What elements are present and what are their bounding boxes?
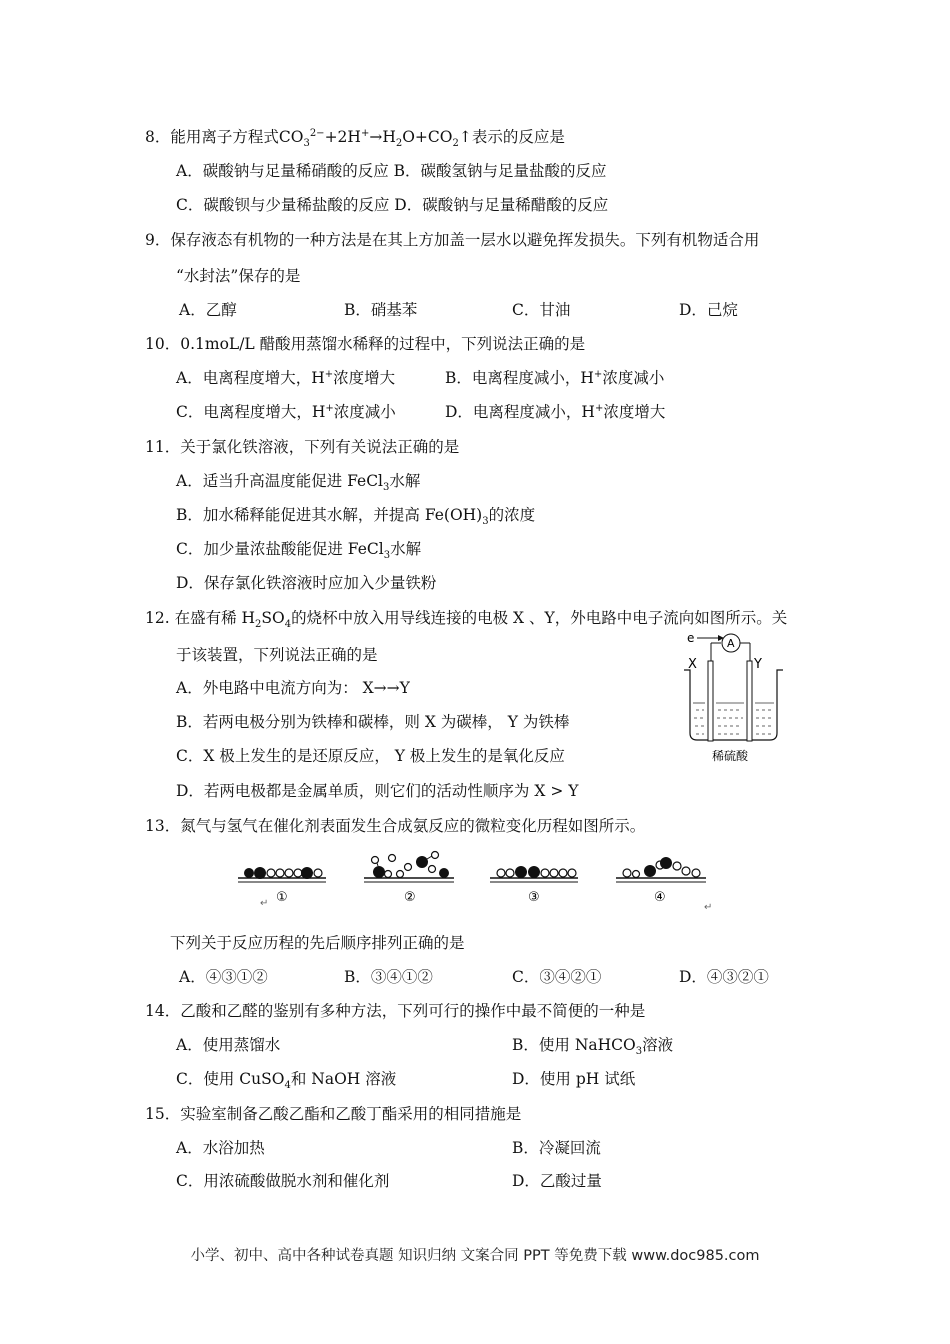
q13-stem: 13．氮气与氢气在催化剂表面发生合成氨反应的微粒变化历程如图所示。: [145, 817, 646, 835]
q12-beaker-figure: [678, 630, 808, 763]
q15-stem: 15．实验室制备乙酸乙酯和乙酸丁酯采用的相同措施是: [145, 1105, 522, 1123]
q12-option-b: B．若两电极分别为铁棒和碳棒，则 X 为碳棒， Y 为铁棒: [176, 713, 570, 731]
q11-option-d: D．保存氯化铁溶液时应加入少量铁粉: [176, 574, 437, 592]
q9-option-c: C．甘油: [512, 301, 571, 319]
q15-option-a: A．水浴加热: [176, 1139, 265, 1157]
panel-4-label: ④: [654, 890, 666, 905]
q11-stem: 11．关于氯化铁溶液，下列有关说法正确的是: [145, 438, 460, 456]
q14-option-b: B．使用 NaHCO$_3$溶液: [512, 1036, 674, 1058]
q10-option-a: A．电离程度增大，H+浓度增大: [176, 368, 396, 387]
q13-option-d: D．④③②①: [679, 968, 769, 986]
q14-option-a: A．使用蒸馏水: [176, 1036, 281, 1054]
q14-stem: 14．乙酸和乙醛的鉴别有多种方法，下列可行的操作中最不简便的一种是: [145, 1002, 646, 1020]
q8-stem: 8．能用离子方程式$CO_3^{2-}+2H^+\to H_2O+CO_2↑$表示的反应是: [145, 127, 565, 150]
panel-2: [364, 852, 454, 906]
q11-option-c: C．加少量浓盐酸能促进 FeCl$_3$水解: [176, 540, 422, 562]
q10-option-b: B．电离程度减小，H+浓度减小: [445, 368, 665, 387]
q9-stem-line2: “水封法”保存的是: [176, 267, 301, 285]
electrode-x-label: X: [688, 657, 697, 672]
q12-stem-line2: 于该装置，下列说法正确的是: [176, 646, 378, 664]
q13-option-c: C．③④②①: [512, 968, 602, 986]
q12-option-a: A．外电路中电流方向为： X→→Y: [176, 679, 410, 697]
q15-option-b: B．冷凝回流: [512, 1139, 601, 1157]
electrode-y: [747, 661, 752, 741]
q9-option-a: A．乙醇: [179, 301, 237, 319]
panel-2-label: ②: [404, 890, 416, 905]
q10-option-c: C．电离程度增大，H+浓度减小: [176, 402, 396, 421]
electrode-x: [708, 661, 713, 741]
panel-3: [490, 866, 578, 905]
beaker-caption: 稀硫酸: [712, 749, 749, 763]
q8-options-cd: C．碳酸钡与少量稀盐酸的反应 D．碳酸钠与足量稀醋酸的反应: [176, 196, 609, 214]
ammeter-label: A: [727, 637, 735, 650]
q12-option-d: D．若两电极都是金属单质，则它们的活动性顺序为 X > Y: [176, 782, 579, 800]
svg-text:↵: ↵: [704, 902, 713, 913]
q8-options-ab: A．碳酸钠与足量稀硝酸的反应 B．碳酸氢钠与足量盐酸的反应: [176, 162, 607, 180]
q14-option-c: C．使用 CuSO$_4$和 NaOH 溶液: [176, 1070, 397, 1092]
q10-stem: 10．0.1moL/L 醋酸用蒸馏水稀释的过程中，下列说法正确的是: [145, 335, 586, 353]
q12-option-c: C．X 极上发生的是还原反应， Y 极上发生的是氧化反应: [176, 747, 565, 765]
panel-3-label: ③: [528, 890, 540, 905]
electrode-y-label: Y: [754, 657, 762, 672]
q14-option-d: D．使用 pH 试纸: [512, 1070, 636, 1088]
q10-option-d: D．电离程度减小，H+浓度增大: [445, 402, 666, 421]
q11-option-b: B．加水稀释能促进其水解，并提高 $Fe(OH)_3$的浓度: [176, 506, 536, 528]
q15-option-d: D．乙酸过量: [512, 1172, 602, 1190]
q12-stem-line1: 12. 在盛有稀 $H_2SO_4$的烧杯中放入用导线连接的电极 X 、Y，外电路中电子流向如图所示。关: [145, 609, 788, 631]
beaker-outline: [684, 670, 783, 740]
panel-1-label: ①: [276, 890, 288, 905]
q13-option-b: B．③④①②: [344, 968, 433, 986]
page-footer: 小学、初中、高中各种试卷真题 知识归纳 文案合同 PPT 等免费下载 www.doc985.com: [190, 1248, 760, 1264]
q13-sub-stem: 下列关于反应历程的先后顺序排列正确的是: [170, 934, 465, 952]
solution-lines: [693, 703, 774, 734]
q15-option-c: C．用浓硫酸做脱水剂和催化剂: [176, 1172, 390, 1190]
q9-option-b: B．硝基苯: [344, 301, 418, 319]
q11-option-a: A．适当升高温度能促进 FeCl$_3$水解: [176, 472, 421, 494]
panel-4: [616, 857, 712, 913]
q9-stem-line1: 9．保存液态有机物的一种方法是在其上方加盖一层水以避免挥发损失。下列有机物适合用: [145, 231, 760, 249]
svg-text:↵: ↵: [260, 898, 269, 909]
q13-reaction-figure: [236, 848, 716, 918]
fig-electron-label: e: [687, 631, 695, 645]
panel-1: [238, 867, 326, 909]
q9-option-d: D．己烷: [679, 301, 738, 319]
q13-option-a: A．④③①②: [179, 968, 268, 986]
